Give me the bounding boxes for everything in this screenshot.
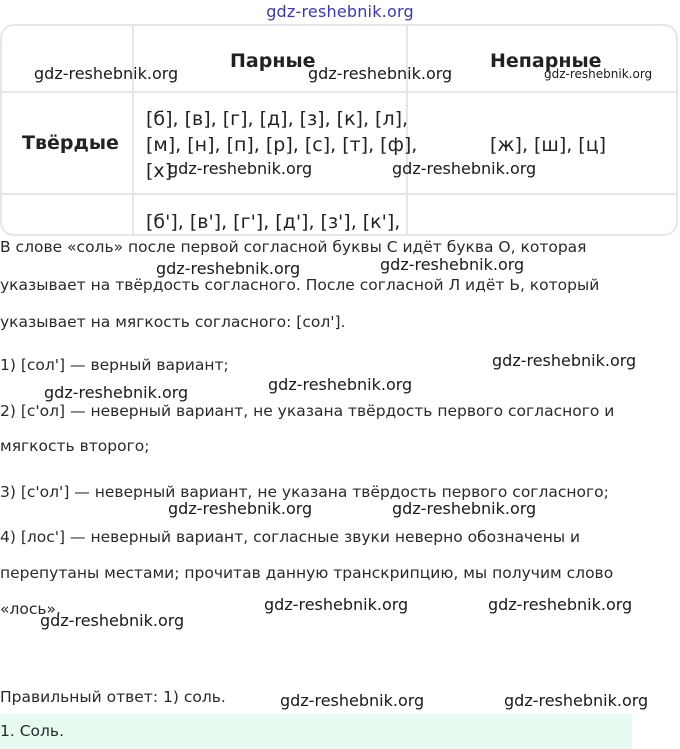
hard-paired-line-1: [б], [в], [г], [д], [з], [к], [л], [146,108,409,130]
explanation-line: указывает на твёрдость согласного. После согласной Л идёт Ь, который [0,276,600,294]
watermark: gdz-reshebnik.org [34,64,179,83]
explanation-line: В слове «соль» после первой согласной буквы С идёт буква О, которая [0,238,587,256]
header-paired: Парные [230,50,316,72]
option-1: 1) [сол'] — верный вариант; [0,356,229,374]
option-3: 3) [с'ол'] — неверный вариант, не указана твёрдость первого согласного; [0,483,609,501]
header-unpaired: Непарные [490,50,602,72]
watermark: gdz-reshebnik.org [40,611,185,630]
watermark: gdz-reshebnik.org [380,255,525,274]
watermark: gdz-reshebnik.org [488,595,633,614]
option-4-end: «лось». [0,600,61,618]
consonants-table [0,24,678,236]
table-divider [2,193,676,195]
option-2-cont: мягкость второго; [0,437,150,455]
hard-unpaired: [ж], [ш], [ц] [490,134,607,156]
option-2: 2) [с'ол] — неверный вариант, не указана твёрдость первого согласного и [0,402,615,420]
watermark: gdz-reshebnik.org [504,691,649,710]
answer-box [0,714,632,749]
hard-paired-line-3: [х] [146,160,173,182]
watermark: gdz-reshebnik.org [280,691,425,710]
watermark: gdz-reshebnik.org [264,595,409,614]
table-divider [2,91,676,93]
option-4: 4) [лос'] — неверный вариант, согласные звуки неверно обозначены и [0,528,581,546]
watermark: gdz-reshebnik.org [156,259,301,278]
watermark: gdz-reshebnik.org [544,67,653,81]
watermark: gdz-reshebnik.org [44,383,189,402]
answer-box-text: 1. Соль. [0,722,64,740]
watermark: gdz-reshebnik.org [268,375,413,394]
watermark: gdz-reshebnik.org [308,64,453,83]
watermark: gdz-reshebnik.org [392,159,537,178]
correct-answer-line: Правильный ответ: 1) соль. [0,688,226,706]
watermark-top: gdz-reshebnik.org [266,2,414,21]
soft-paired-line-1: [б'], [в'], [г'], [д'], [з'], [к'], [146,211,401,233]
hard-paired-line-2: [м], [н], [п], [р], [с], [т], [ф], [146,134,418,156]
watermark: gdz-reshebnik.org [168,499,313,518]
row-label-hard: Твёрдые [22,132,119,154]
table-divider [132,26,134,234]
explanation-line: указывает на мягкость согласного: [сол']. [0,313,346,331]
watermark: gdz-reshebnik.org [168,159,313,178]
option-4-cont: перепутаны местами; прочитав данную транскрипцию, мы получим слово [0,564,614,582]
watermark: gdz-reshebnik.org [492,351,637,370]
watermark: gdz-reshebnik.org [392,499,537,518]
